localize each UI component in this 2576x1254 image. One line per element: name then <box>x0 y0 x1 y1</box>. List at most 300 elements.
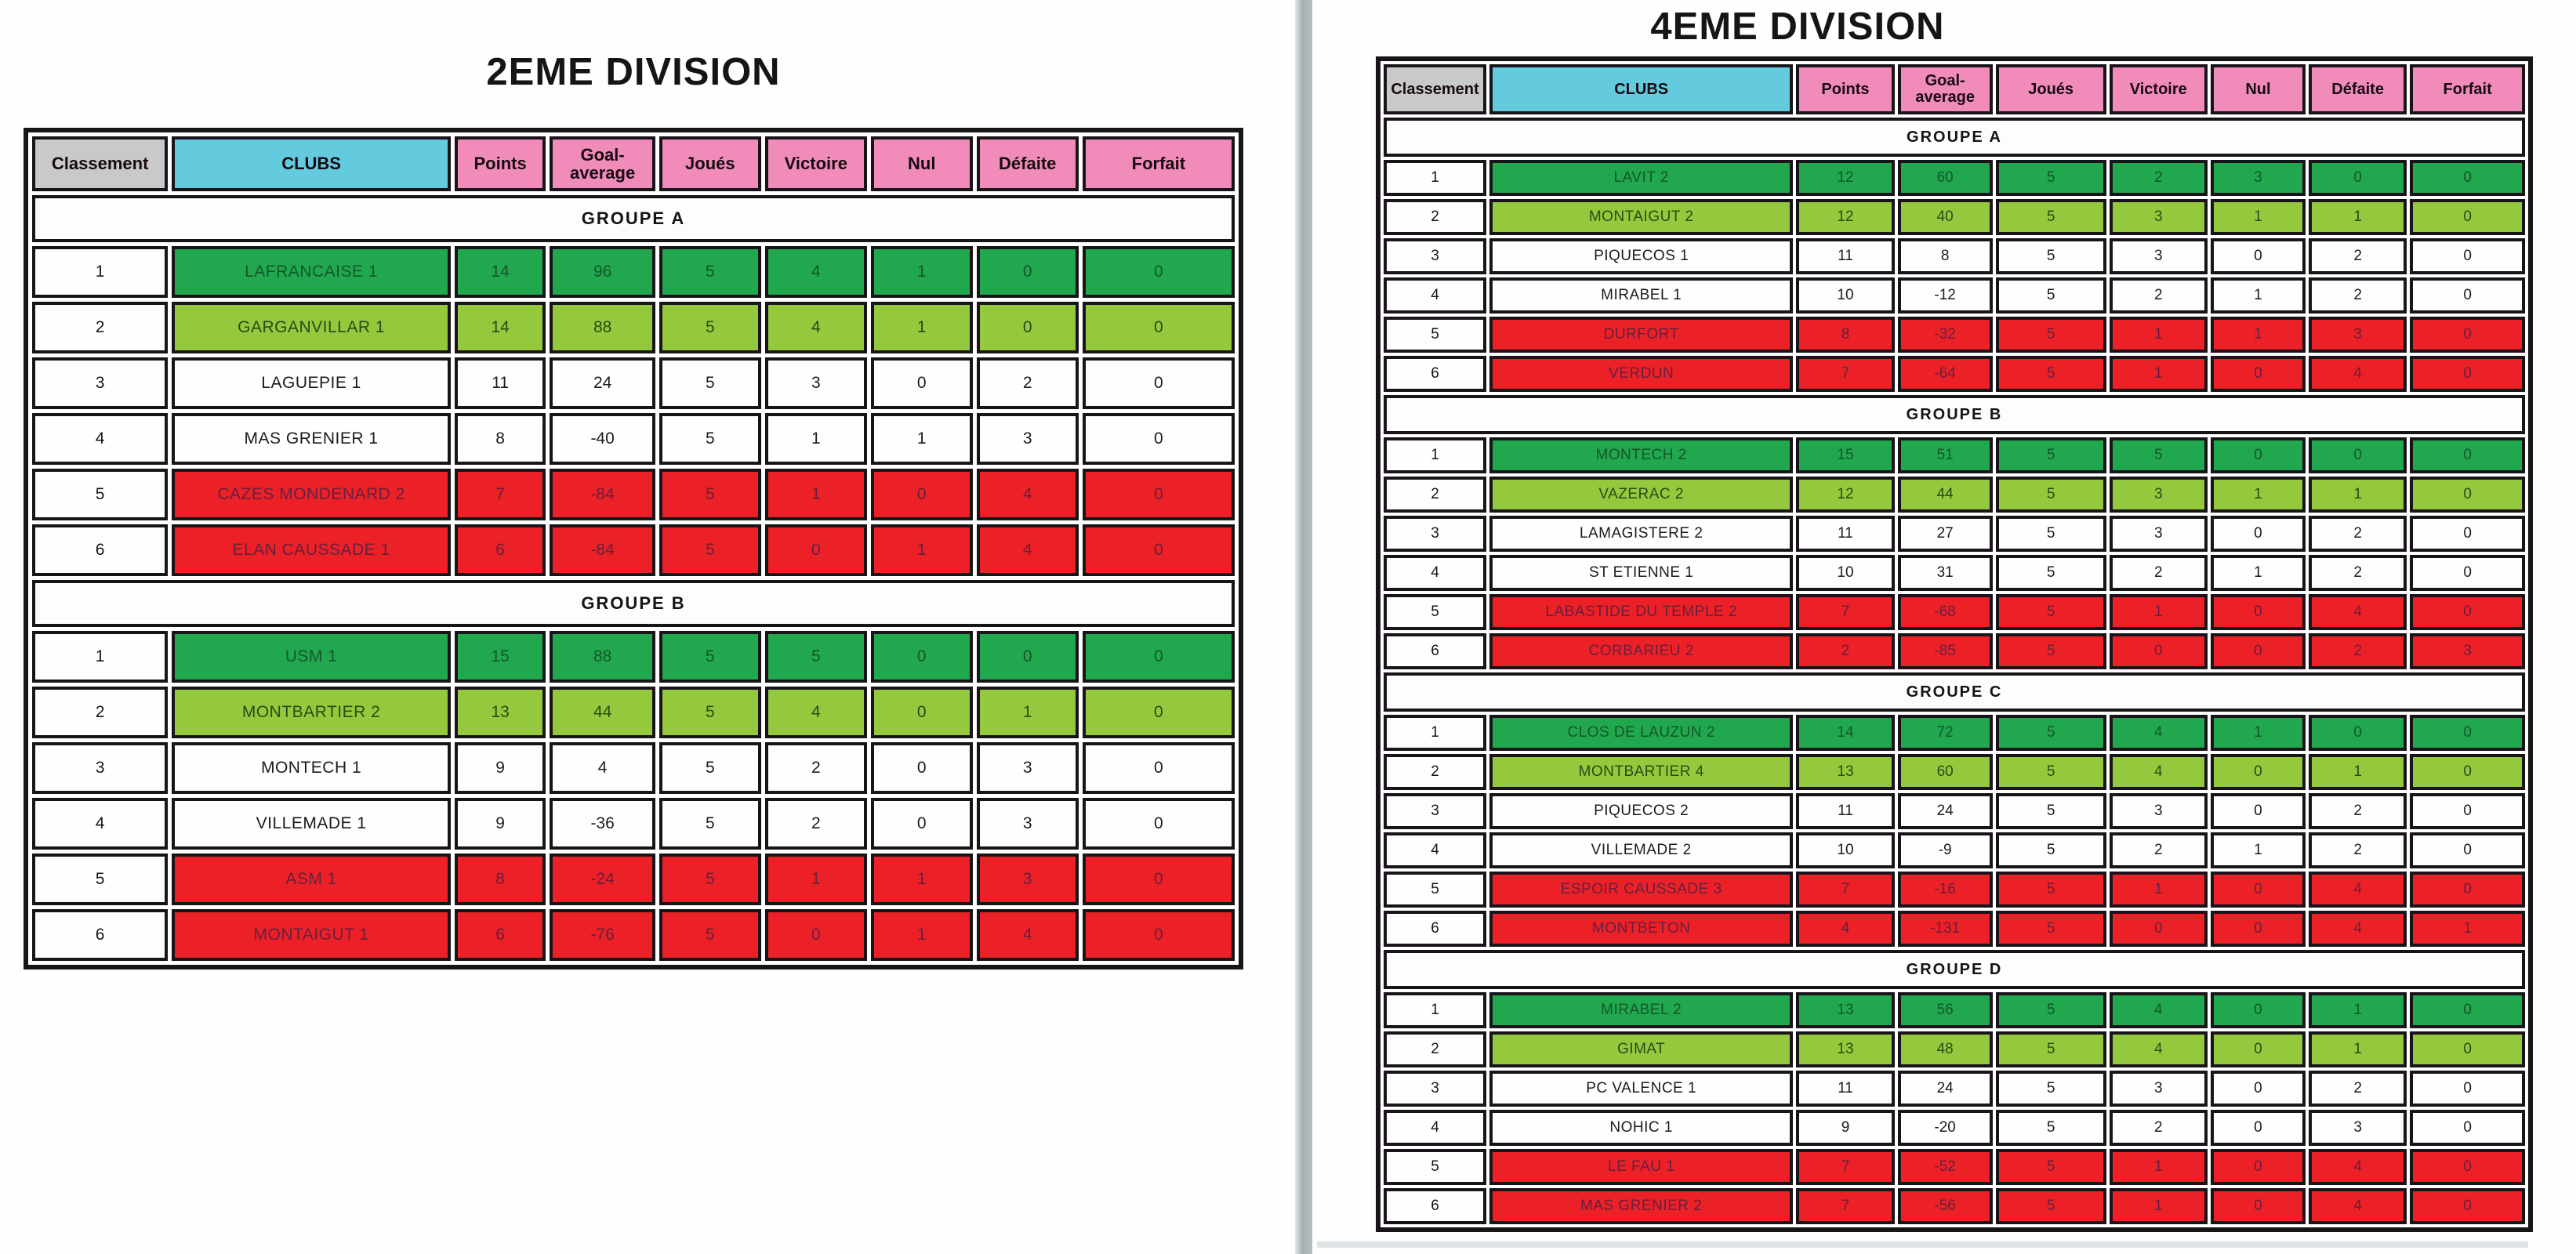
club-cell: VILLEMADE 2 <box>1489 832 1793 868</box>
nul-cell: 0 <box>2211 437 2306 473</box>
joues-cell: 5 <box>659 413 761 465</box>
rank-cell: 6 <box>32 524 168 576</box>
points-cell: 12 <box>1796 199 1894 235</box>
rank-cell: 5 <box>1384 594 1486 630</box>
goal-average-cell: -40 <box>550 413 655 465</box>
joues-cell: 5 <box>659 469 761 520</box>
victoire-cell: 3 <box>2110 199 2208 235</box>
goal-average-cell: -84 <box>550 524 655 576</box>
points-cell: 7 <box>455 469 546 520</box>
joues-cell: 5 <box>1996 1071 2106 1107</box>
goal-average-cell: -52 <box>1898 1149 1993 1185</box>
club-cell: MAS GRENIER 2 <box>1489 1188 1793 1224</box>
rank-cell: 2 <box>1384 1031 1486 1067</box>
table-row <box>1384 793 2525 829</box>
points-cell: 11 <box>1796 516 1894 552</box>
joues-cell: 5 <box>1996 1188 2106 1224</box>
defaite-cell: 4 <box>2309 911 2407 947</box>
victoire-cell: 1 <box>2110 872 2208 908</box>
forfait-cell: 0 <box>2410 1110 2525 1146</box>
table-row <box>1384 1149 2525 1185</box>
points-cell: 14 <box>455 302 546 353</box>
column-header-forfait: Forfait <box>1083 136 1235 191</box>
forfait-cell: 0 <box>1083 854 1235 905</box>
rank-cell: 3 <box>32 357 168 409</box>
header-row <box>32 136 1235 191</box>
table-row <box>1384 555 2525 591</box>
points-cell: 12 <box>1796 160 1894 196</box>
club-cell: PIQUECOS 2 <box>1489 793 1793 829</box>
rank-cell: 4 <box>1384 832 1486 868</box>
goal-average-cell: -68 <box>1898 594 1993 630</box>
group-header: GROUPE A <box>32 195 1235 242</box>
table-row <box>1384 1071 2525 1107</box>
points-cell: 7 <box>1796 356 1894 392</box>
victoire-cell: 3 <box>765 357 867 409</box>
forfait-cell: 0 <box>2410 1071 2525 1107</box>
victoire-cell: 4 <box>765 302 867 353</box>
defaite-cell: 0 <box>2309 160 2407 196</box>
goal-average-cell: 24 <box>550 357 655 409</box>
nul-cell: 1 <box>2211 715 2306 751</box>
defaite-cell: 1 <box>2309 754 2407 790</box>
rank-cell: 6 <box>1384 1188 1486 1224</box>
defaite-cell: 4 <box>2309 1188 2407 1224</box>
nul-cell: 1 <box>2211 199 2306 235</box>
points-cell: 2 <box>1796 633 1894 669</box>
points-cell: 6 <box>455 909 546 961</box>
club-cell: VAZERAC 2 <box>1489 477 1793 513</box>
table-row <box>1384 754 2525 790</box>
nul-cell: 0 <box>2211 1149 2306 1185</box>
column-header-victoire: Victoire <box>765 136 867 191</box>
division-title-4eme: 4EME DIVISION <box>1650 5 1945 48</box>
points-cell: 14 <box>1796 715 1894 751</box>
table-row <box>1384 872 2525 908</box>
victoire-cell: 2 <box>2110 277 2208 314</box>
forfait-cell: 0 <box>2410 872 2525 908</box>
club-cell: MIRABEL 1 <box>1489 277 1793 314</box>
standings-table-4eme-division <box>1376 56 2533 1232</box>
rank-cell: 1 <box>1384 715 1486 751</box>
page-divider <box>1295 0 1312 1254</box>
nul-cell: 0 <box>871 687 973 738</box>
goal-average-cell: 88 <box>550 302 655 353</box>
points-cell: 8 <box>455 413 546 465</box>
victoire-cell: 0 <box>765 524 867 576</box>
victoire-cell: 4 <box>765 687 867 738</box>
rank-cell: 1 <box>1384 437 1486 473</box>
nul-cell: 0 <box>2211 238 2306 274</box>
group-header: GROUPE C <box>1384 672 2525 712</box>
points-cell: 12 <box>1796 477 1894 513</box>
header-row <box>1384 64 2525 114</box>
victoire-cell: 1 <box>2110 1149 2208 1185</box>
points-cell: 7 <box>1796 594 1894 630</box>
club-cell: LABASTIDE DU TEMPLE 2 <box>1489 594 1793 630</box>
column-header-rank: Classement <box>32 136 168 191</box>
forfait-cell: 0 <box>1083 742 1235 794</box>
defaite-cell: 4 <box>2309 594 2407 630</box>
victoire-cell: 1 <box>2110 356 2208 392</box>
forfait-cell: 0 <box>1083 798 1235 850</box>
column-header-club: CLUBS <box>1489 64 1793 114</box>
joues-cell: 5 <box>1996 911 2106 947</box>
page-bottom-shadow <box>1317 1241 2528 1248</box>
nul-cell: 1 <box>871 854 973 905</box>
points-cell: 11 <box>1796 238 1894 274</box>
club-cell: DURFORT <box>1489 317 1793 353</box>
table-row <box>1384 238 2525 274</box>
table-row <box>32 413 1235 465</box>
club-cell: LE FAU 1 <box>1489 1149 1793 1185</box>
defaite-cell: 3 <box>977 742 1079 794</box>
joues-cell: 5 <box>1996 1149 2106 1185</box>
goal-average-cell: -32 <box>1898 317 1993 353</box>
defaite-cell: 0 <box>2309 437 2407 473</box>
rank-cell: 2 <box>32 687 168 738</box>
joues-cell: 5 <box>1996 160 2106 196</box>
table-row <box>1384 633 2525 669</box>
standings-table <box>1376 56 2533 1232</box>
joues-cell: 5 <box>1996 199 2106 235</box>
table-row <box>1384 516 2525 552</box>
club-cell: ASM 1 <box>172 854 451 905</box>
forfait-cell: 0 <box>2410 199 2525 235</box>
group-header-row <box>1384 118 2525 157</box>
forfait-cell: 0 <box>1083 302 1235 353</box>
goal-average-cell: -24 <box>550 854 655 905</box>
joues-cell: 5 <box>1996 1110 2106 1146</box>
club-cell: VERDUN <box>1489 356 1793 392</box>
club-cell: MONTBARTIER 2 <box>172 687 451 738</box>
forfait-cell: 0 <box>1083 413 1235 465</box>
joues-cell: 5 <box>1996 356 2106 392</box>
rank-cell: 5 <box>32 854 168 905</box>
group-header-row <box>32 580 1235 627</box>
points-cell: 15 <box>455 631 546 683</box>
goal-average-cell: 88 <box>550 631 655 683</box>
victoire-cell: 2 <box>765 742 867 794</box>
points-cell: 9 <box>455 742 546 794</box>
goal-average-cell: -20 <box>1898 1110 1993 1146</box>
joues-cell: 5 <box>659 798 761 850</box>
forfait-cell: 0 <box>2410 832 2525 868</box>
forfait-cell: 0 <box>1083 357 1235 409</box>
defaite-cell: 2 <box>2309 832 2407 868</box>
victoire-cell: 0 <box>765 909 867 961</box>
table-row <box>1384 437 2525 473</box>
table-row <box>1384 317 2525 353</box>
forfait-cell: 0 <box>2410 594 2525 630</box>
forfait-cell: 0 <box>2410 356 2525 392</box>
goal-average-cell: -84 <box>550 469 655 520</box>
joues-cell: 5 <box>1996 277 2106 314</box>
club-cell: CORBARIEU 2 <box>1489 633 1793 669</box>
goal-average-cell: 24 <box>1898 1071 1993 1107</box>
forfait-cell: 0 <box>2410 160 2525 196</box>
defaite-cell: 0 <box>977 302 1079 353</box>
table-row <box>32 524 1235 576</box>
forfait-cell: 0 <box>2410 1149 2525 1185</box>
rank-cell: 5 <box>1384 872 1486 908</box>
table-row <box>32 357 1235 409</box>
goal-average-cell: 60 <box>1898 754 1993 790</box>
group-header: GROUPE D <box>1384 950 2525 989</box>
nul-cell: 1 <box>2211 277 2306 314</box>
rank-cell: 5 <box>1384 1149 1486 1185</box>
victoire-cell: 2 <box>2110 832 2208 868</box>
joues-cell: 5 <box>1996 516 2106 552</box>
victoire-cell: 1 <box>2110 317 2208 353</box>
victoire-cell: 4 <box>2110 1031 2208 1067</box>
points-cell: 9 <box>1796 1110 1894 1146</box>
goal-average-cell: 56 <box>1898 992 1993 1028</box>
club-cell: CAZES MONDENARD 2 <box>172 469 451 520</box>
club-cell: LAVIT 2 <box>1489 160 1793 196</box>
table-row <box>1384 832 2525 868</box>
defaite-cell: 3 <box>2309 1110 2407 1146</box>
club-cell: LAGUEPIE 1 <box>172 357 451 409</box>
group-header-row <box>1384 672 2525 712</box>
victoire-cell: 4 <box>2110 754 2208 790</box>
joues-cell: 5 <box>1996 832 2106 868</box>
rank-cell: 6 <box>32 909 168 961</box>
victoire-cell: 4 <box>2110 992 2208 1028</box>
defaite-cell: 4 <box>977 524 1079 576</box>
nul-cell: 3 <box>2211 160 2306 196</box>
defaite-cell: 2 <box>2309 793 2407 829</box>
defaite-cell: 0 <box>977 631 1079 683</box>
points-cell: 13 <box>1796 992 1894 1028</box>
nul-cell: 1 <box>2211 477 2306 513</box>
nul-cell: 0 <box>2211 992 2306 1028</box>
defaite-cell: 4 <box>977 469 1079 520</box>
joues-cell: 5 <box>659 854 761 905</box>
club-cell: MONTAIGUT 2 <box>1489 199 1793 235</box>
nul-cell: 0 <box>2211 872 2306 908</box>
defaite-cell: 1 <box>977 687 1079 738</box>
victoire-cell: 3 <box>2110 1071 2208 1107</box>
goal-average-cell: 72 <box>1898 715 1993 751</box>
goal-average-cell: -85 <box>1898 633 1993 669</box>
goal-average-cell: -64 <box>1898 356 1993 392</box>
goal-average-cell: 27 <box>1898 516 1993 552</box>
club-cell: MONTBETON <box>1489 911 1793 947</box>
nul-cell: 0 <box>2211 594 2306 630</box>
forfait-cell: 0 <box>1083 524 1235 576</box>
table-row <box>1384 1031 2525 1067</box>
points-cell: 15 <box>1796 437 1894 473</box>
joues-cell: 5 <box>1996 437 2106 473</box>
forfait-cell: 0 <box>1083 631 1235 683</box>
column-header-joues: Joués <box>1996 64 2106 114</box>
rank-cell: 3 <box>1384 516 1486 552</box>
goal-average-cell: 48 <box>1898 1031 1993 1067</box>
goal-average-cell: 96 <box>550 246 655 298</box>
forfait-cell: 0 <box>2410 992 2525 1028</box>
goal-average-cell: -76 <box>550 909 655 961</box>
defaite-cell: 3 <box>977 854 1079 905</box>
points-cell: 10 <box>1796 277 1894 314</box>
points-cell: 10 <box>1796 832 1894 868</box>
goal-average-cell: 8 <box>1898 238 1993 274</box>
defaite-cell: 4 <box>2309 1149 2407 1185</box>
goal-average-cell: -36 <box>550 798 655 850</box>
club-cell: GIMAT <box>1489 1031 1793 1067</box>
defaite-cell: 1 <box>2309 1031 2407 1067</box>
column-header-joues: Joués <box>659 136 761 191</box>
division-title-2eme: 2EME DIVISION <box>486 51 781 93</box>
rank-cell: 6 <box>1384 633 1486 669</box>
nul-cell: 0 <box>871 357 973 409</box>
points-cell: 11 <box>455 357 546 409</box>
club-cell: MIRABEL 2 <box>1489 992 1793 1028</box>
club-cell: MONTAIGUT 1 <box>172 909 451 961</box>
column-header-forfait: Forfait <box>2410 64 2525 114</box>
joues-cell: 5 <box>1996 477 2106 513</box>
victoire-cell: 2 <box>2110 1110 2208 1146</box>
victoire-cell: 0 <box>2110 633 2208 669</box>
club-cell: ESPOIR CAUSSADE 3 <box>1489 872 1793 908</box>
goal-average-cell: 44 <box>550 687 655 738</box>
table-row <box>1384 992 2525 1028</box>
rank-cell: 4 <box>1384 555 1486 591</box>
victoire-cell: 4 <box>2110 715 2208 751</box>
forfait-cell: 0 <box>2410 1031 2525 1067</box>
victoire-cell: 1 <box>2110 1188 2208 1224</box>
defaite-cell: 2 <box>977 357 1079 409</box>
table-row <box>1384 477 2525 513</box>
column-header-victoire: Victoire <box>2110 64 2208 114</box>
column-header-points: Points <box>455 136 546 191</box>
defaite-cell: 0 <box>977 246 1079 298</box>
standings-table <box>24 128 1243 969</box>
nul-cell: 0 <box>871 469 973 520</box>
victoire-cell: 3 <box>2110 477 2208 513</box>
rank-cell: 4 <box>32 413 168 465</box>
defaite-cell: 1 <box>2309 477 2407 513</box>
goal-average-cell: -16 <box>1898 872 1993 908</box>
joues-cell: 5 <box>659 631 761 683</box>
table-row <box>1384 715 2525 751</box>
forfait-cell: 0 <box>2410 793 2525 829</box>
defaite-cell: 1 <box>2309 992 2407 1028</box>
table-row <box>32 469 1235 520</box>
points-cell: 4 <box>1796 911 1894 947</box>
points-cell: 7 <box>1796 872 1894 908</box>
nul-cell: 1 <box>871 246 973 298</box>
rank-cell: 1 <box>1384 992 1486 1028</box>
table-row <box>1384 199 2525 235</box>
rank-cell: 4 <box>1384 1110 1486 1146</box>
forfait-cell: 0 <box>2410 555 2525 591</box>
club-cell: VILLEMADE 1 <box>172 798 451 850</box>
forfait-cell: 3 <box>2410 633 2525 669</box>
club-cell: PC VALENCE 1 <box>1489 1071 1793 1107</box>
victoire-cell: 1 <box>2110 594 2208 630</box>
group-header-row <box>1384 395 2525 434</box>
table-row <box>1384 1188 2525 1224</box>
defaite-cell: 4 <box>977 909 1079 961</box>
table-row <box>1384 911 2525 947</box>
column-header-goal-average: Goal-average <box>1898 64 1993 114</box>
joues-cell: 5 <box>1996 238 2106 274</box>
nul-cell: 1 <box>2211 832 2306 868</box>
defaite-cell: 3 <box>2309 317 2407 353</box>
joues-cell: 5 <box>659 246 761 298</box>
rank-cell: 4 <box>32 798 168 850</box>
victoire-cell: 2 <box>2110 160 2208 196</box>
nul-cell: 0 <box>2211 356 2306 392</box>
club-cell: NOHIC 1 <box>1489 1110 1793 1146</box>
club-cell: ST ETIENNE 1 <box>1489 555 1793 591</box>
defaite-cell: 2 <box>2309 238 2407 274</box>
club-cell: GARGANVILLAR 1 <box>172 302 451 353</box>
forfait-cell: 0 <box>2410 238 2525 274</box>
joues-cell: 5 <box>659 357 761 409</box>
table-row <box>32 631 1235 683</box>
nul-cell: 0 <box>2211 1071 2306 1107</box>
goal-average-cell: 44 <box>1898 477 1993 513</box>
group-header: GROUPE A <box>1384 118 2525 157</box>
forfait-cell: 0 <box>2410 715 2525 751</box>
joues-cell: 5 <box>1996 992 2106 1028</box>
points-cell: 10 <box>1796 555 1894 591</box>
nul-cell: 0 <box>2211 1188 2306 1224</box>
nul-cell: 0 <box>871 631 973 683</box>
rank-cell: 3 <box>32 742 168 794</box>
victoire-cell: 5 <box>765 631 867 683</box>
column-header-defaite: Défaite <box>2309 64 2407 114</box>
forfait-cell: 1 <box>2410 911 2525 947</box>
club-cell: MAS GRENIER 1 <box>172 413 451 465</box>
nul-cell: 0 <box>2211 754 2306 790</box>
forfait-cell: 0 <box>2410 277 2525 314</box>
table-row <box>32 687 1235 738</box>
nul-cell: 0 <box>871 798 973 850</box>
rank-cell: 2 <box>1384 754 1486 790</box>
table-row <box>32 854 1235 905</box>
forfait-cell: 0 <box>2410 1188 2525 1224</box>
nul-cell: 0 <box>2211 1110 2306 1146</box>
defaite-cell: 3 <box>977 798 1079 850</box>
table-row <box>32 909 1235 961</box>
victoire-cell: 0 <box>2110 911 2208 947</box>
rank-cell: 2 <box>1384 477 1486 513</box>
points-cell: 13 <box>1796 1031 1894 1067</box>
standings-table-2eme-division <box>24 128 1243 969</box>
table-row <box>1384 356 2525 392</box>
nul-cell: 1 <box>2211 555 2306 591</box>
table-row <box>1384 594 2525 630</box>
nul-cell: 0 <box>871 742 973 794</box>
rank-cell: 4 <box>1384 277 1486 314</box>
joues-cell: 5 <box>659 742 761 794</box>
rank-cell: 1 <box>1384 160 1486 196</box>
goal-average-cell: -9 <box>1898 832 1993 868</box>
rank-cell: 5 <box>32 469 168 520</box>
rank-cell: 5 <box>1384 317 1486 353</box>
nul-cell: 1 <box>871 413 973 465</box>
victoire-cell: 4 <box>765 246 867 298</box>
table-row <box>1384 160 2525 196</box>
joues-cell: 5 <box>1996 872 2106 908</box>
group-header: GROUPE B <box>32 580 1235 627</box>
defaite-cell: 0 <box>2309 715 2407 751</box>
joues-cell: 5 <box>1996 715 2106 751</box>
forfait-cell: 0 <box>2410 317 2525 353</box>
